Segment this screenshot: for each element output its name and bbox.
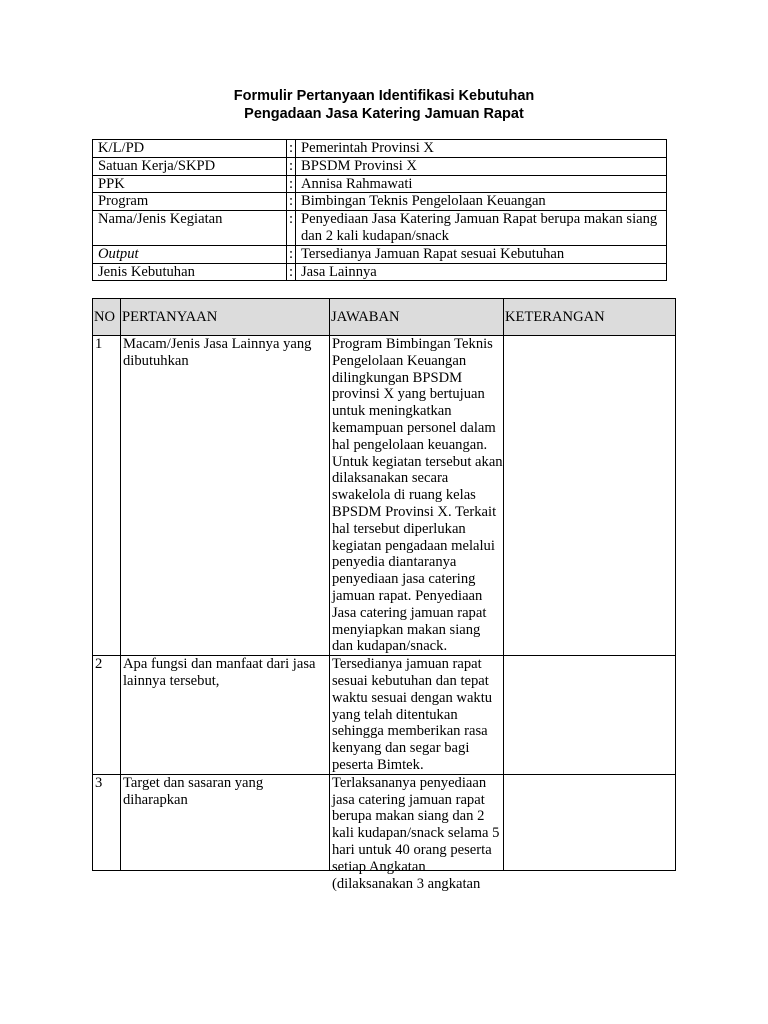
info-label: K/L/PD	[93, 140, 287, 158]
row-number: 3	[93, 774, 121, 870]
table-row	[93, 774, 676, 870]
info-label: Jenis Kebutuhan	[93, 263, 287, 281]
table-header-row	[93, 299, 676, 336]
info-row-output	[93, 245, 667, 263]
info-value: Jasa Lainnya	[296, 263, 667, 281]
info-row-program	[93, 193, 667, 211]
info-label-italic: Output	[98, 245, 139, 262]
row-note	[504, 774, 676, 870]
header-note: KETERANGAN	[504, 299, 676, 336]
info-value: Pemerintah Provinsi X	[296, 140, 667, 158]
info-value: Penyediaan Jasa Katering Jamuan Rapat berupa makan siang dan 2 kali kudapan/snack	[296, 211, 667, 246]
row-question: Target dan sasaran yang diharapkan	[121, 774, 330, 870]
table-row	[93, 336, 676, 656]
info-row-kegiatan	[93, 211, 667, 246]
info-table	[92, 139, 667, 281]
row-question: Apa fungsi dan manfaat dari jasa lainnya tersebut,	[121, 656, 330, 775]
form-title: Formulir Pertanyaan Identifikasi Kebutuhan	[233, 88, 535, 104]
row-answer: Program Bimbingan Teknis Pengelolaan Keuangan dilingkungan BPSDM provinsi X yang bertujuan untuk meningkatkan kemampuan personel dalam hal pengelolaan keuangan. Untuk kegiatan tersebut akan dilaksanakan secara swakelola di ruang kelas BPSDM Provinsi X. Terkait hal tersebut diperlukan kegiatan pengadaan melalui penyedia diantaranya penyediaan jasa catering jamuan rapat. Penyediaan Jasa catering jamuan rapat menyiapkan makan siang dan kudapan/snack.	[330, 336, 504, 656]
row-note	[504, 336, 676, 656]
row-answer	[330, 774, 504, 892]
info-colon: :	[287, 193, 296, 211]
row-number: 2	[93, 656, 121, 775]
info-value: BPSDM Provinsi X	[296, 157, 667, 175]
info-colon: :	[287, 140, 296, 158]
row-answer-text: Terlaksananya penyediaan jasa catering jamuan rapat berupa makan siang dan 2 kali kudapan/snack selama 5 hari untuk 40 orang peserta setiap Angkatan (dilaksanakan 3 angkatan	[332, 774, 500, 892]
info-value: Tersedianya Jamuan Rapat sesuai Kebutuhan	[296, 245, 667, 263]
header-question: PERTANYAAN	[121, 299, 330, 336]
info-colon: :	[287, 157, 296, 175]
info-value: Annisa Rahmawati	[296, 175, 667, 193]
row-note	[504, 656, 676, 775]
info-colon: :	[287, 245, 296, 263]
info-row-satuan-kerja	[93, 157, 667, 175]
info-label: Satuan Kerja/SKPD	[93, 157, 287, 175]
row-question: Macam/Jenis Jasa Lainnya yang dibutuhkan	[121, 336, 330, 656]
header-answer: JAWABAN	[330, 299, 504, 336]
table-row	[93, 656, 676, 775]
info-row-ppk	[93, 175, 667, 193]
info-label: PPK	[93, 175, 287, 193]
row-answer: Tersedianya jamuan rapat sesuai kebutuhan dan tepat waktu sesuai dengan waktu yang telah ditentukan sehingga memberikan rasa kenyang dan segar bagi peserta Bimtek.	[330, 656, 504, 775]
header-no: NO	[93, 299, 121, 336]
info-colon: :	[287, 175, 296, 193]
info-colon: :	[287, 263, 296, 281]
info-colon: :	[287, 211, 296, 246]
info-row-jenis-kebutuhan	[93, 263, 667, 281]
info-value: Bimbingan Teknis Pengelolaan Keuangan	[296, 193, 667, 211]
info-label: Nama/Jenis Kegiatan	[93, 211, 287, 246]
row-number: 1	[93, 336, 121, 656]
info-label	[93, 245, 287, 263]
question-table	[92, 298, 676, 892]
info-row-klpd	[93, 140, 667, 158]
info-label: Program	[93, 193, 287, 211]
form-subtitle: Pengadaan Jasa Katering Jamuan Rapat	[244, 106, 524, 122]
